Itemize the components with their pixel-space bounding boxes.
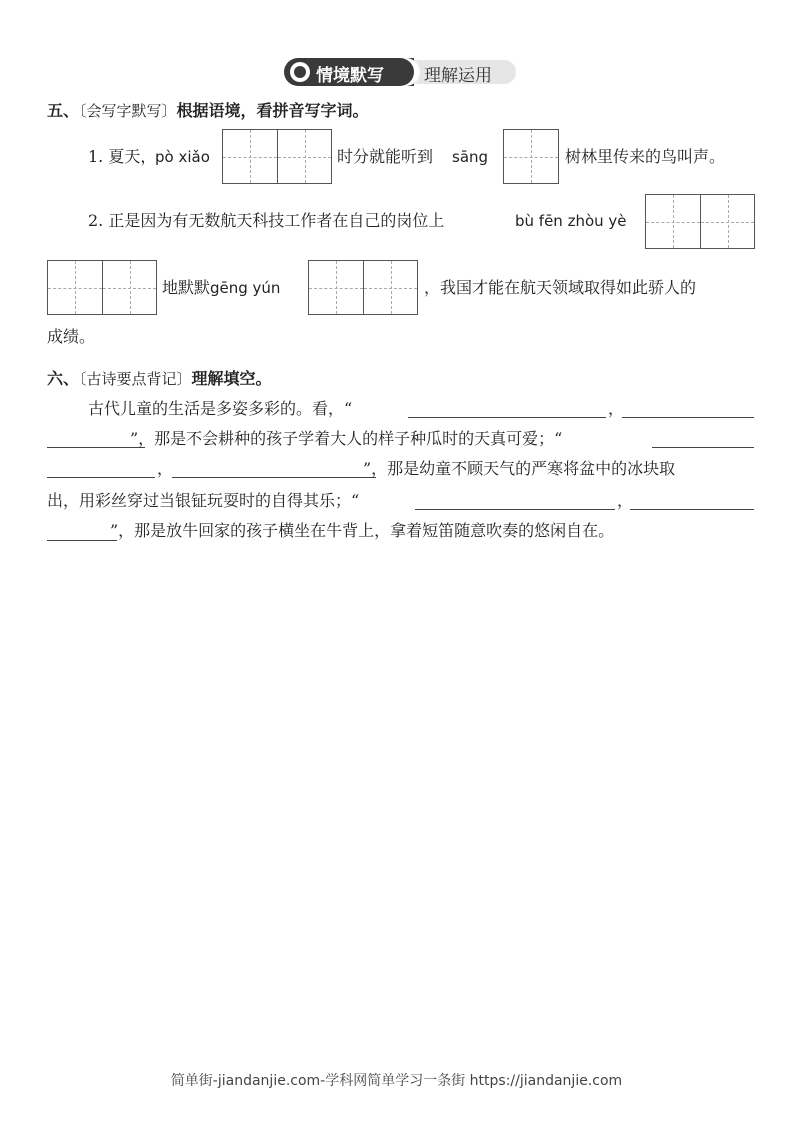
q1-text-a: 1. 夏天， bbox=[88, 147, 157, 166]
q2-text-a: 2. 正是因为有无数航天科技工作者在自己的岗位上 bbox=[88, 211, 445, 230]
answer-blank-7[interactable] bbox=[415, 509, 615, 510]
section5-heading: 五、〔会写字默写〕根据语境，看拼音写字词。 bbox=[47, 101, 369, 120]
poem-line-5: ”，那是放牛回家的孩子横坐在牛背上，拿着短笛随意吹奏的悠闲自在。 bbox=[110, 521, 615, 540]
q2-pinyin-1: bù fēn zhòu yè bbox=[515, 212, 627, 230]
poem-line-4: 出，用彩丝穿过当银钲玩耍时的自得其乐；“ bbox=[47, 491, 360, 510]
writing-grid-q1-1[interactable] bbox=[222, 129, 332, 184]
q2-text-d: 成绩。 bbox=[47, 327, 96, 346]
poem-line-3b: ”，那是幼童不顾天气的严寒将盆中的冰块取 bbox=[363, 459, 676, 478]
writing-grid-q2-2[interactable] bbox=[47, 260, 157, 315]
q1-pinyin-2: sāng bbox=[452, 148, 489, 166]
banner-right-label: 理解运用 bbox=[424, 66, 492, 86]
writing-grid-q1-2[interactable] bbox=[503, 129, 559, 184]
q1-text-b: 时分就能听到 bbox=[337, 147, 434, 166]
writing-grid-q2-3[interactable] bbox=[308, 260, 418, 315]
poem-line-1: 古代儿童的生活是多姿多彩的。看，“ bbox=[88, 399, 353, 418]
q1-pinyin-1: pò xiǎo bbox=[155, 148, 210, 166]
section-banner bbox=[284, 58, 516, 86]
poem-line-4b: ， bbox=[617, 491, 634, 510]
answer-blank-2[interactable] bbox=[622, 417, 754, 418]
poem-line-1b: ， bbox=[608, 399, 625, 418]
poem-line-3a: ， bbox=[157, 459, 174, 478]
answer-blank-5[interactable] bbox=[47, 477, 155, 478]
section6-heading: 六、〔古诗要点背记〕理解填空。 bbox=[47, 369, 272, 388]
footer-watermark: 简单街-jiandanjie.com-学科网简单学习一条街 https://jiandanjie.com bbox=[170, 1073, 623, 1089]
answer-blank-4[interactable] bbox=[652, 447, 754, 448]
q2-text-b: 地默默 bbox=[162, 278, 211, 297]
poem-line-2: ”，那是不会耕种的孩子学着大人的样子种瓜时的天真可爱；“ bbox=[130, 429, 563, 448]
q2-pinyin-2: gēng yún bbox=[210, 279, 281, 297]
medal-icon bbox=[290, 62, 310, 82]
answer-blank-9[interactable] bbox=[47, 540, 117, 541]
answer-blank-6[interactable] bbox=[172, 477, 376, 478]
q2-text-c: ，我国才能在航天领域取得如此骄人的 bbox=[424, 278, 697, 297]
writing-grid-q2-1[interactable] bbox=[645, 194, 755, 249]
answer-blank-8[interactable] bbox=[630, 509, 754, 510]
answer-blank-1[interactable] bbox=[408, 417, 606, 418]
q1-text-c: 树林里传来的鸟叫声。 bbox=[565, 147, 726, 166]
banner-left-label: 情境默写 bbox=[316, 66, 384, 86]
